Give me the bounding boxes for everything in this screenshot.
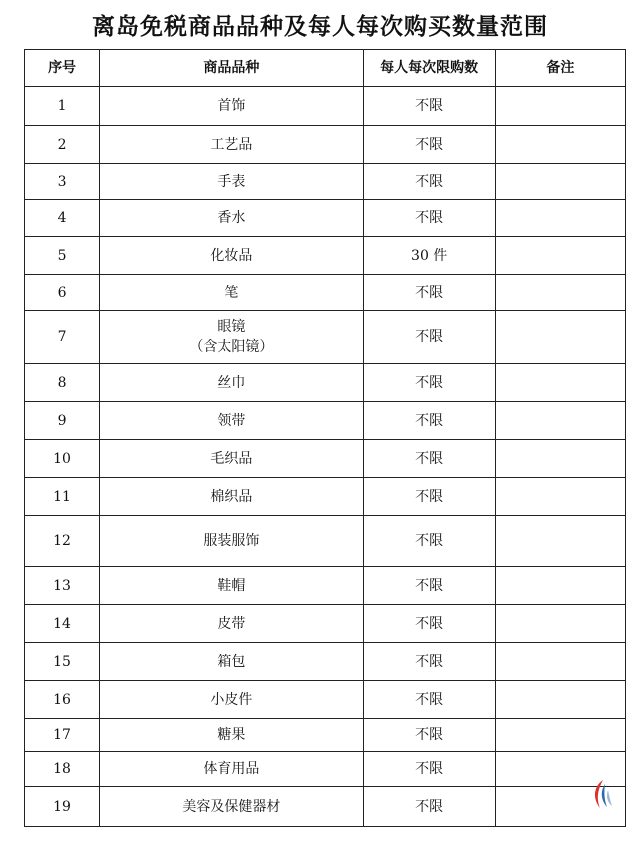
cell-qty: 不限 [363,752,495,787]
cell-name: 服装服饰 [100,516,363,567]
cell-name: 首饰 [100,87,363,126]
cell-qty: 不限 [363,311,495,364]
cell-no: 2 [25,126,100,164]
cell-qty: 不限 [363,787,495,827]
cell-name: 毛织品 [100,440,363,478]
cell-name [100,311,363,364]
table-row [25,164,626,200]
cell-note [495,275,625,311]
cell-note [495,478,625,516]
cell-note [495,681,625,719]
cell-name: 手表 [100,164,363,200]
table-row [25,681,626,719]
cell-note [495,237,625,275]
cell-name: 棉织品 [100,478,363,516]
cell-no: 15 [25,643,100,681]
header-no: 序号 [25,50,100,87]
cell-name: 笔 [100,275,363,311]
cell-name-main: 眼镜 [217,319,246,335]
cell-qty: 不限 [363,605,495,643]
cell-qty: 不限 [363,200,495,237]
cell-no: 11 [25,478,100,516]
cell-note [495,605,625,643]
cell-no: 14 [25,605,100,643]
table-row [25,605,626,643]
cell-name: 领带 [100,402,363,440]
table-row [25,237,626,275]
cell-no: 13 [25,567,100,605]
table-row [25,752,626,787]
cell-name: 丝巾 [100,364,363,402]
table-row [25,87,626,126]
cell-name: 小皮件 [100,681,363,719]
table-row [25,126,626,164]
cell-note [495,567,625,605]
header-name: 商品品种 [100,50,363,87]
cell-name: 化妆品 [100,237,363,275]
table-header-row [25,50,626,87]
cell-note [495,164,625,200]
table-row [25,311,626,364]
cell-qty: 不限 [363,567,495,605]
cell-no: 6 [25,275,100,311]
cell-no: 16 [25,681,100,719]
cell-qty: 不限 [363,402,495,440]
cell-no: 12 [25,516,100,567]
page-title: 离岛免税商品品种及每人每次购买数量范围 [92,14,548,40]
cell-no: 5 [25,237,100,275]
cell-note [495,87,625,126]
table-row [25,787,626,827]
cell-qty: 不限 [363,440,495,478]
cell-no: 7 [25,311,100,364]
cell-qty: 不限 [363,719,495,752]
cell-name: 皮带 [100,605,363,643]
cell-no: 4 [25,200,100,237]
cell-qty: 不限 [363,681,495,719]
table-row [25,440,626,478]
cell-name: 香水 [100,200,363,237]
watermark-logo-icon [588,778,616,810]
table-row [25,275,626,311]
table-row [25,402,626,440]
cell-qty: 不限 [363,643,495,681]
cell-no: 19 [25,787,100,827]
cell-qty: 不限 [363,275,495,311]
cell-note [495,126,625,164]
cell-note [495,402,625,440]
cell-name-sub: （含太阳镜） [189,339,274,355]
cell-no: 9 [25,402,100,440]
cell-no: 10 [25,440,100,478]
cell-no: 8 [25,364,100,402]
cell-qty: 不限 [363,87,495,126]
table-row [25,364,626,402]
cell-no: 17 [25,719,100,752]
cell-qty: 不限 [363,516,495,567]
duty-free-table [24,49,626,827]
cell-name: 箱包 [100,643,363,681]
cell-no: 18 [25,752,100,787]
cell-name: 糖果 [100,719,363,752]
cell-note [495,364,625,402]
cell-qty: 不限 [363,364,495,402]
cell-qty: 不限 [363,126,495,164]
table-row [25,567,626,605]
cell-name: 工艺品 [100,126,363,164]
table-row [25,719,626,752]
cell-name: 鞋帽 [100,567,363,605]
table-row [25,516,626,567]
header-qty: 每人每次限购数 [363,50,495,87]
cell-note [495,719,625,752]
cell-note [495,440,625,478]
cell-qty: 不限 [363,478,495,516]
table-row [25,478,626,516]
cell-name: 体育用品 [100,752,363,787]
cell-note [495,311,625,364]
cell-name: 美容及保健器材 [100,787,363,827]
cell-note [495,516,625,567]
cell-note [495,643,625,681]
cell-note [495,200,625,237]
cell-no: 3 [25,164,100,200]
table-row [25,200,626,237]
cell-no: 1 [25,87,100,126]
cell-qty: 30 件 [363,237,495,275]
table-row [25,643,626,681]
cell-qty: 不限 [363,164,495,200]
header-note: 备注 [495,50,625,87]
